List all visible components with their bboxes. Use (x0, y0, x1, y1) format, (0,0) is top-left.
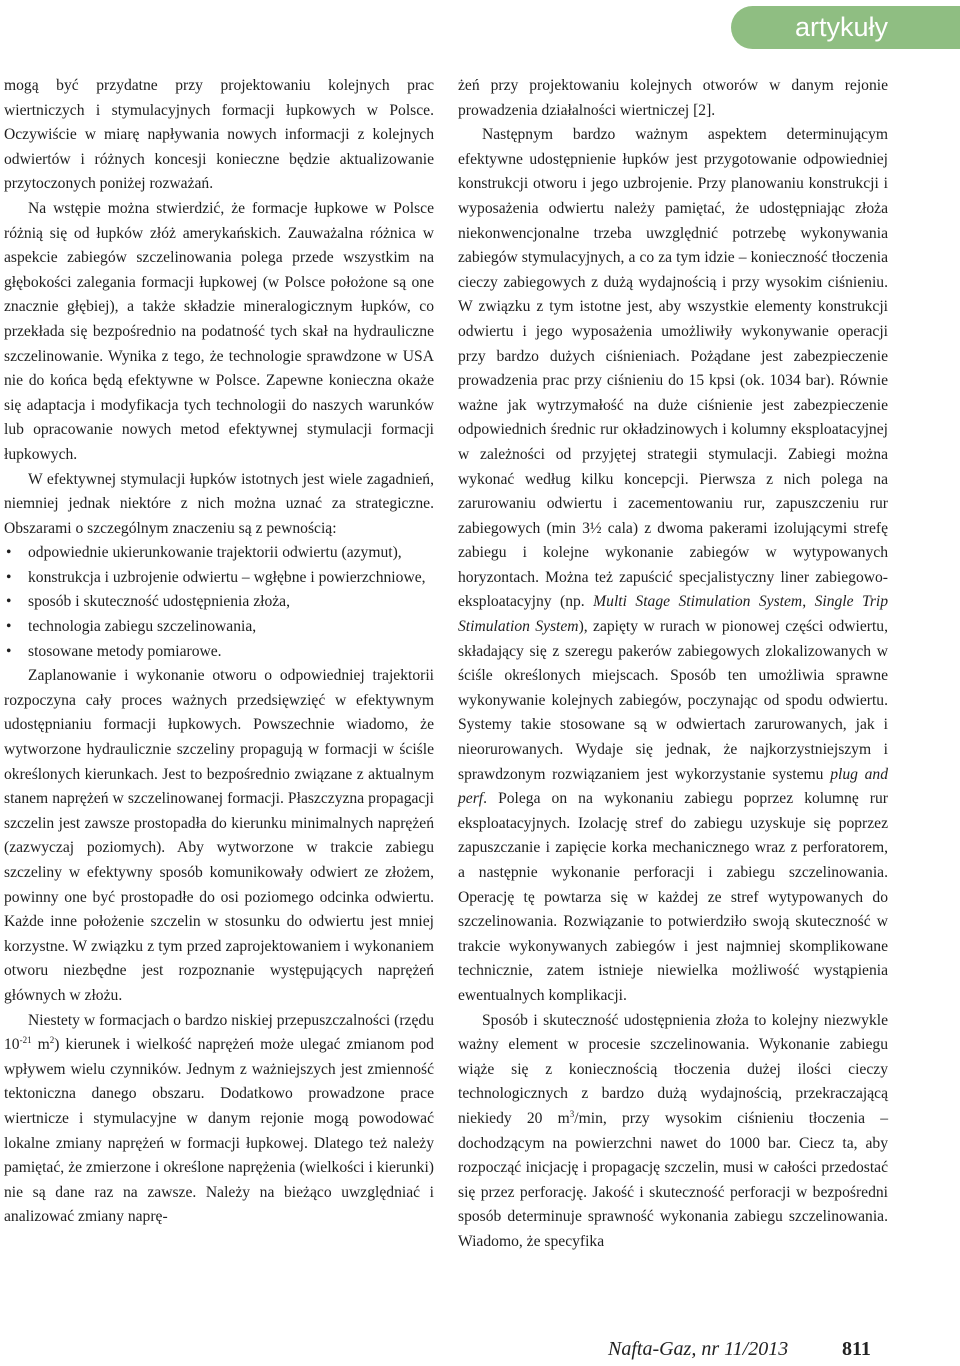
superscript: 2 (49, 1035, 55, 1046)
italic-term: plug and perf (458, 765, 889, 808)
text-run: /min, przy wysokim ciśnieniu tłoczenia – dochodzącym na powierzchni nawet do 1000 bar. Ciecz ta, aby rozpocząć inicjację i propagację szczelin, musi w całości przedostać się przez perforację. Jakość i skuteczność perforacji w bezpośredni sposób determinuje sprawność wykonania zabiegu szczelinowania. Wiadomo, że specyfika (458, 1109, 888, 1250)
left-column (4, 74, 434, 1230)
right-column (458, 74, 888, 1255)
paragraph (458, 1009, 888, 1255)
list-item: • odpowiednie ukierunkowanie trajektorii odwiertu (azymut), (4, 541, 434, 566)
paragraph: W efektywnej stymulacji łupków istotnych jest wiele zagadnień, niemniej jednak niektóre z nich można uznać za strategiczne. Obszarami o szczególnym znaczeniu są z pewnością: (4, 470, 434, 537)
page-number: 811 (842, 1338, 871, 1360)
paragraph: Na wstępie można stwierdzić, że formacje łupkowe w Polsce różnią się od łupków złóż amerykańskich. Zauważalna różnica w aspekcie zabiegów szczelinowania polega przede wszystkim na głębokości zalegania formacji łupkowej (w Polsce położone są one znacznie głębiej), a także składzie mineralogicznym łupków, co przekłada się bezpośrednio na podatność tych skał na hydrauliczne szczelinowanie. Wynika z tego, że technologie sprawdzone w USA nie do końca będą efektywne w Polsce. Zapewne konieczna okaże się adaptacja i modyfikacja tych technologii do naszych warunków lub opracowanie nowych metod efektywnej stymulacji formacji łupkowych. (4, 199, 434, 463)
text-run: Następnym bardzo ważnym aspektem determinującym efektywne udostępnienie łupków jest przygotowanie odpowiedniej konstrukcji otworu i jego uzbrojenie. Przy planowaniu konstrukcji i wyposażenia odwiertu należy pamiętać, że udostępniając złoża niekonwencjonalne trzeba uwzględnić potrzebę wykonywania zabiegów stymulacyjnych, a co za tym idzie – konieczność tłoczenia cieczy zabiegowych z dużą wydajnością i przy wysokim ciśnieniu. W związku z tym istotne jest, aby wszystkie elementy konstrukcji odwiertu i jego wyposażenia umożliwiły wykonywanie operacji przy bardzo dużych ciśnieniach. Pożądane jest zabezpieczenie prowadzenia prac przy ciśnieniu do 15 kpsi (ok. 1034 bar). Równie ważne jak wytrzymałość na duże ciśnienie jest zabezpieczenie odpowiednich średnic rur okładzinowych i kolumny eksploatacyjnej w zależności od przyjętej strategii stymulacji. Zabiegi można wykonać według kilku koncepcji. Pierwsza z nich polega na zarurowaniu odwiertu i zacementowaniu rur, zapuszczeniu rur zabiegowych (min 3½ cala) z dwoma pakerami izolującymi strefę zabiegu i kolejne wykonanie zabiegów w wytypowanych horyzontach. Można też zapuścić specjalistyczny liner zabiegowo-eksploatacyjny (np. (458, 126, 888, 611)
text-run: Sposób i skuteczność udostępnienia złoża to kolejny niezwykle ważny element w procesie szczelinowania. Wykonanie zabiegu wiąże się z koniecznością tłoczenia dużej ilości cieczy technologicznych z bardzo dużą wydajnością, przekraczającą niekiedy 20 m (458, 1011, 888, 1127)
paragraph (4, 1009, 434, 1230)
list-item: • sposób i skuteczność udostępnienia złoża, (4, 590, 434, 615)
section-tag-articles: artykuły (731, 6, 960, 49)
italic-term: Multi Stage Stimulation System (593, 593, 803, 611)
bullet-list (4, 541, 434, 664)
text-run: ) kierunek i wielkość naprężeń może ulegać zmianom pod wpływem wielu czynników. Jednym z ważniejszych jest zmienność tektoniczna danego obszaru. Dodatkowo prowadzone prace wiertnicze i stymulacyjne w danym rejonie mogą powodować lokalne zmiany naprężeń w formacji łupkowej. Dlatego też należy pamiętać, że zmierzone i określone naprężenia (wielkości i kierunki) nie są dane raz na zawsze. Należy na bieżąco uwzględniać i analizować zmiany naprę- (4, 1036, 434, 1226)
paragraph: żeń przy projektowaniu kolejnych otworów w danym rejonie prowadzenia działalności wiertniczej [2]. (458, 77, 888, 119)
italic-term: Single Trip Stimulation System (458, 593, 889, 636)
list-item: • stosowane metody pomiarowe. (4, 640, 434, 665)
superscript: 3 (569, 1108, 575, 1119)
journal-title: Nafta-Gaz, nr 11/2013 (608, 1338, 789, 1360)
paragraph: mogą być przydatne przy projektowaniu kolejnych prac wiertniczych i stymulacyjnych formacji łupkowych w Polsce. Oczywiście w miarę napływania nowych informacji z kolejnych odwiertów i różnych koncesji konieczne będzie aktualizowanie przytoczonych poniżej rozważań. (4, 77, 434, 193)
text-run: Niestety w formacjach o bardzo niskiej przepuszczalności (rzędu 10 (4, 1011, 434, 1054)
text-run: ), zapięty w rurach w pionowej części odwiertu, składający się z szeregu pakerów zabiegowych zlokalizowanych w ściśle określonych miejscach. Sposób ten umożliwia sprawne wykonywanie kolejnych zabiegów, poczynając od spodu odwiertu. Systemy takie stosowane są w odwiertach zarurowanych, jak i nieorurowanych. Wydaje się jednak, że najkorzystniejszym i sprawdzonym rozwiązaniem jest wykorzystanie systemu (458, 618, 889, 783)
superscript: -21 (19, 1035, 32, 1046)
text-run: . Polega on na wykonaniu zabiegu poprzez kolumnę rur eksploatacyjnych. Izolację stref do zabiegu uzyskuje się poprzez zapuszczanie i zapięcie korka mechanicznego wraz z perforatorem, a następnie wykonanie perforacji i zabiegu szczelinowania. Operację tę powtarza się w każdej ze stref wytypowanych do szczelinowania. Rozwiązanie to potwierdziło swoją skuteczność w trakcie wykonywanych zabiegów i jest najmniej skomplikowane technicznie, zatem istnieje niewielka możliwość wystąpienia ewentualnych komplikacji. (458, 790, 888, 1004)
text-run: m (31, 1036, 50, 1054)
list-item: • technologia zabiegu szczelinowania, (4, 615, 434, 640)
paragraph: Zaplanowanie i wykonanie otworu o odpowiedniej trajektorii rozpoczyna cały proces ważnych przedsięwzięć w efektywnym udostępnianiu formacji łupkowych. Powszechnie wiadomo, że wytworzone hydraulicznie szczeliny propagują w formacji w ściśle określonych kierunkach. Jest to bezpośrednio związane z aktualnym stanem naprężeń w szczelinowanej formacji. Płaszczyzna propagacji szczelin jest zawsze prostopadła do kierunku minimalnych naprężeń (zazwyczaj poziomych). Aby wytworzone w trakcie zabiegu szczeliny w efektywny sposób komunikowały odwiert ze złożem, powinny one być prostopadłe do osi poziomego odcinka odwiertu. Każde inne położenie szczelin w stosunku do odwiertu jest mniej korzystne. W związku z tym przed zaprojektowaniem i wykonaniem otworu niezbędne jest rozpoznanie występujących naprężeń głównych w złożu. (4, 667, 434, 1004)
list-item: • konstrukcja i uzbrojenie odwiertu – wgłębne i powierzchniowe, (4, 566, 434, 591)
paragraph (458, 123, 888, 1008)
text-run: , (802, 593, 815, 611)
